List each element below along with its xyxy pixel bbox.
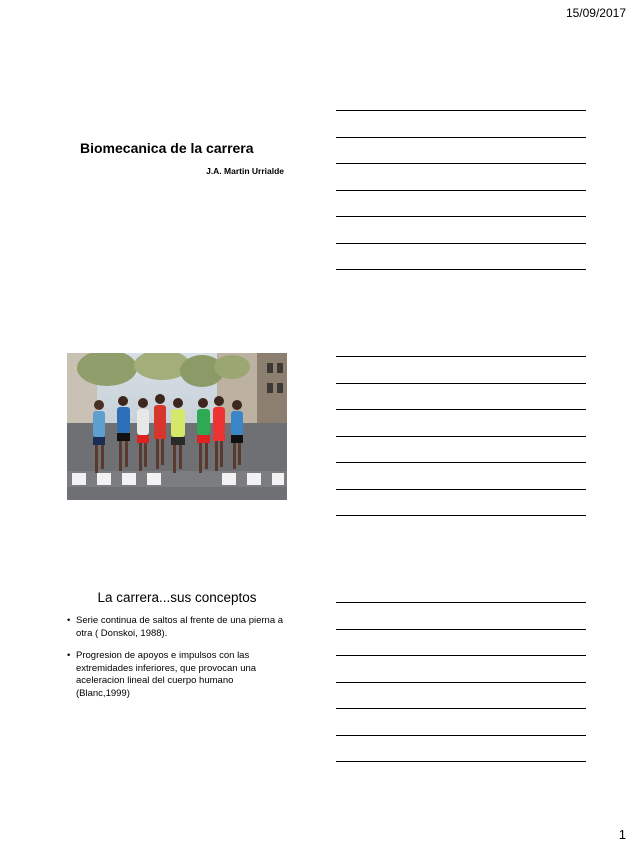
- notes-lines-1: [336, 110, 586, 296]
- notes-lines-3: [336, 602, 586, 788]
- print-date: 15/09/2017: [565, 6, 626, 20]
- page-number: 1: [618, 827, 626, 842]
- bullet-item: • Serie continua de saltos al frente de una pierna a otra ( Donskoi, 1988).: [76, 615, 288, 640]
- slide-1-author: J.A. Martin Urrialde: [206, 166, 284, 176]
- slide-1-title: Biomecanica de la carrera: [80, 140, 254, 156]
- slide-3-bullets: [66, 615, 288, 700]
- notes-lines-2: [336, 356, 586, 542]
- marathon-runners-photo: [67, 353, 287, 500]
- slide-3: [66, 590, 288, 710]
- slide-3-title: La carrera...sus conceptos: [97, 590, 257, 605]
- bullet-item: • Progresion de apoyos e impulsos con las extremidades inferiores, que provocan una aceleracion lineal del cuerpo humano (Blanc,1999): [76, 650, 288, 700]
- slide-1: [66, 100, 288, 240]
